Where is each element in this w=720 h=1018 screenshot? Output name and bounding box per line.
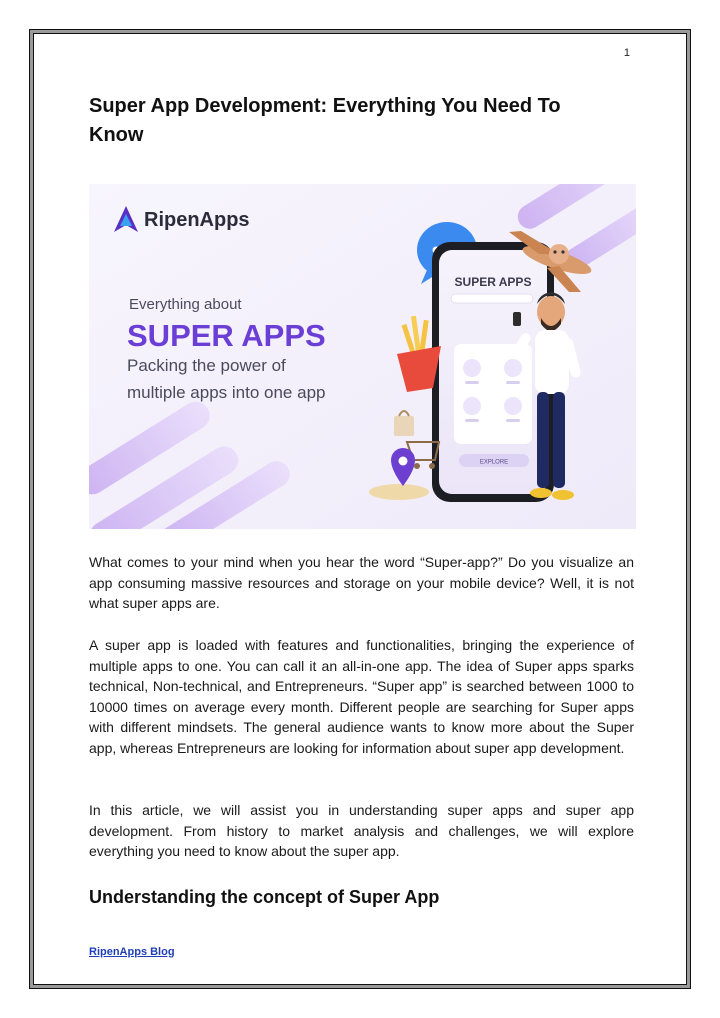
hero-banner-image <box>89 184 636 529</box>
hero-tagline-2: multiple apps into one app <box>127 383 326 402</box>
footer-blog-link[interactable]: RipenApps Blog <box>89 946 175 958</box>
paragraph-2: A super app is loaded with features and functionalities, bringing the experience of multiple apps to one. You can call it an all-in-one app. The idea of Super apps sparks technical, Non-technical, and Entrepreneurs. “Super app” is searched between 1000 to 10000 times on average every month. Different people are searching for Super apps with different mindsets. The general audience wants to know more about the Super app, whereas Entrepreneurs are looking for information about super app development. <box>89 637 634 756</box>
document-title: Super App Development: Everything You Need To Know <box>89 95 561 146</box>
page <box>33 33 687 985</box>
hero-tagline-1: Packing the power of <box>127 356 286 375</box>
hero-headline: SUPER APPS <box>127 318 326 353</box>
phone-explore-button: EXPLORE <box>479 459 509 466</box>
page-number: 1 <box>623 47 630 59</box>
phone-title: SUPER APPS <box>454 275 532 289</box>
hero-eyebrow: Everything about <box>129 296 242 313</box>
section-heading: Understanding the concept of Super App <box>89 887 440 907</box>
hero-brand: RipenApps <box>144 209 250 231</box>
paragraph-3: In this article, we will assist you in understanding super apps and super app development. From history to market analysis and challenges, we will explore everything you need to know about the super app. <box>89 802 634 859</box>
paragraph-1: What comes to your mind when you hear the word “Super-app?” Do you visualize an app consuming massive resources and storage on your mobile device? Well, it is not what super apps are. <box>89 554 634 611</box>
page-frame <box>29 29 691 989</box>
